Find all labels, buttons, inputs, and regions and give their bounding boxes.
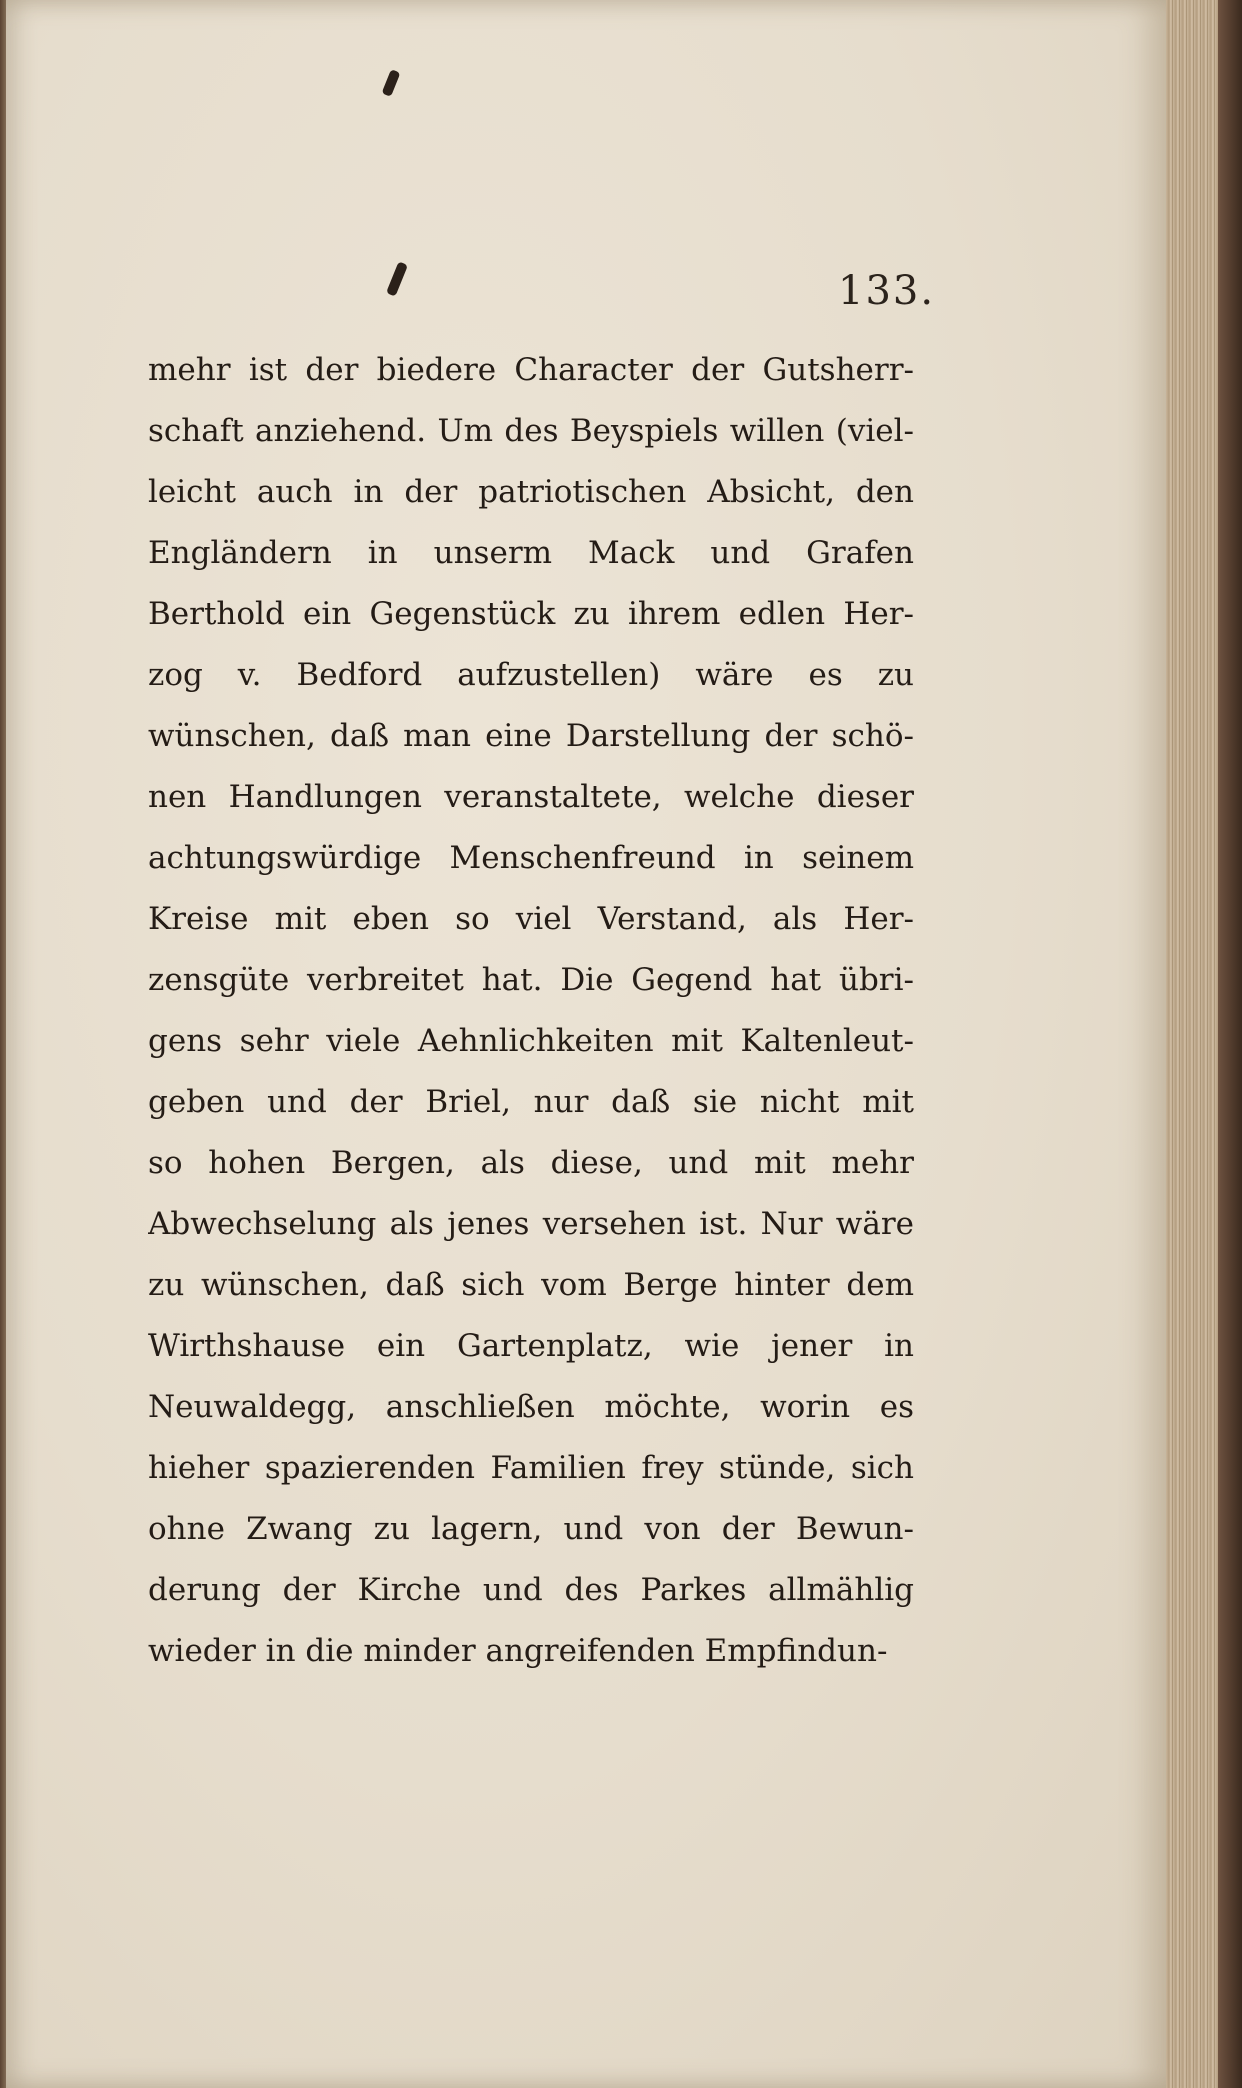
text-line: mehr ist der biedere Character der Gutsherr- [148, 352, 914, 388]
text-line: gens sehr viele Aehnlichkeiten mit Kaltenleut- [148, 1023, 914, 1059]
text-line: Kreise mit eben so viel Verstand, als Her- [148, 901, 914, 937]
cover-edge [1218, 0, 1242, 2088]
text-line: hieher spazierenden Familien frey stünde, sich [148, 1450, 914, 1486]
text-line: derung der Kirche und des Parkes allmählig [148, 1572, 914, 1608]
text-line: nen Handlungen veranstaltete, welche dieser [148, 779, 914, 815]
text-line: zog v. Bedford aufzustellen) wäre es zu [148, 657, 914, 693]
text-line: Berthold ein Gegenstück zu ihrem edlen Her- [148, 596, 914, 632]
text-line: schaft anziehend. Um des Beyspiels willen (viel- [148, 413, 914, 449]
text-line: wünschen, daß man eine Darstellung der schö- [148, 718, 914, 754]
text-line: ohne Zwang zu lagern, und von der Bewun- [148, 1511, 914, 1547]
text-line: zensgüte verbreitet hat. Die Gegend hat übri- [148, 962, 914, 998]
text-line: Abwechselung als jenes versehen ist. Nur wäre [148, 1206, 914, 1242]
ink-mark [386, 261, 408, 296]
text-line: wieder in die minder angreifenden Empfindun- [148, 1633, 888, 1669]
text-line: so hohen Bergen, als diese, und mit mehr [148, 1145, 914, 1181]
ink-mark [381, 69, 400, 97]
book-page [6, 0, 1166, 2088]
text-line: leicht auch in der patriotischen Absicht, den [148, 474, 914, 510]
text-line: Wirthshause ein Gartenplatz, wie jener in [148, 1328, 914, 1364]
text-line: achtungswürdige Menschenfreund in seinem [148, 840, 914, 876]
text-line: zu wünschen, daß sich vom Berge hinter dem [148, 1267, 914, 1303]
text-line: Neuwaldegg, anschließen möchte, worin es [148, 1389, 914, 1425]
text-line: Engländern in unserm Mack und Grafen [148, 535, 914, 571]
page-number: 133. [838, 268, 936, 314]
body-text [148, 340, 914, 1682]
text-line: geben und der Briel, nur daß sie nicht mit [148, 1084, 914, 1120]
